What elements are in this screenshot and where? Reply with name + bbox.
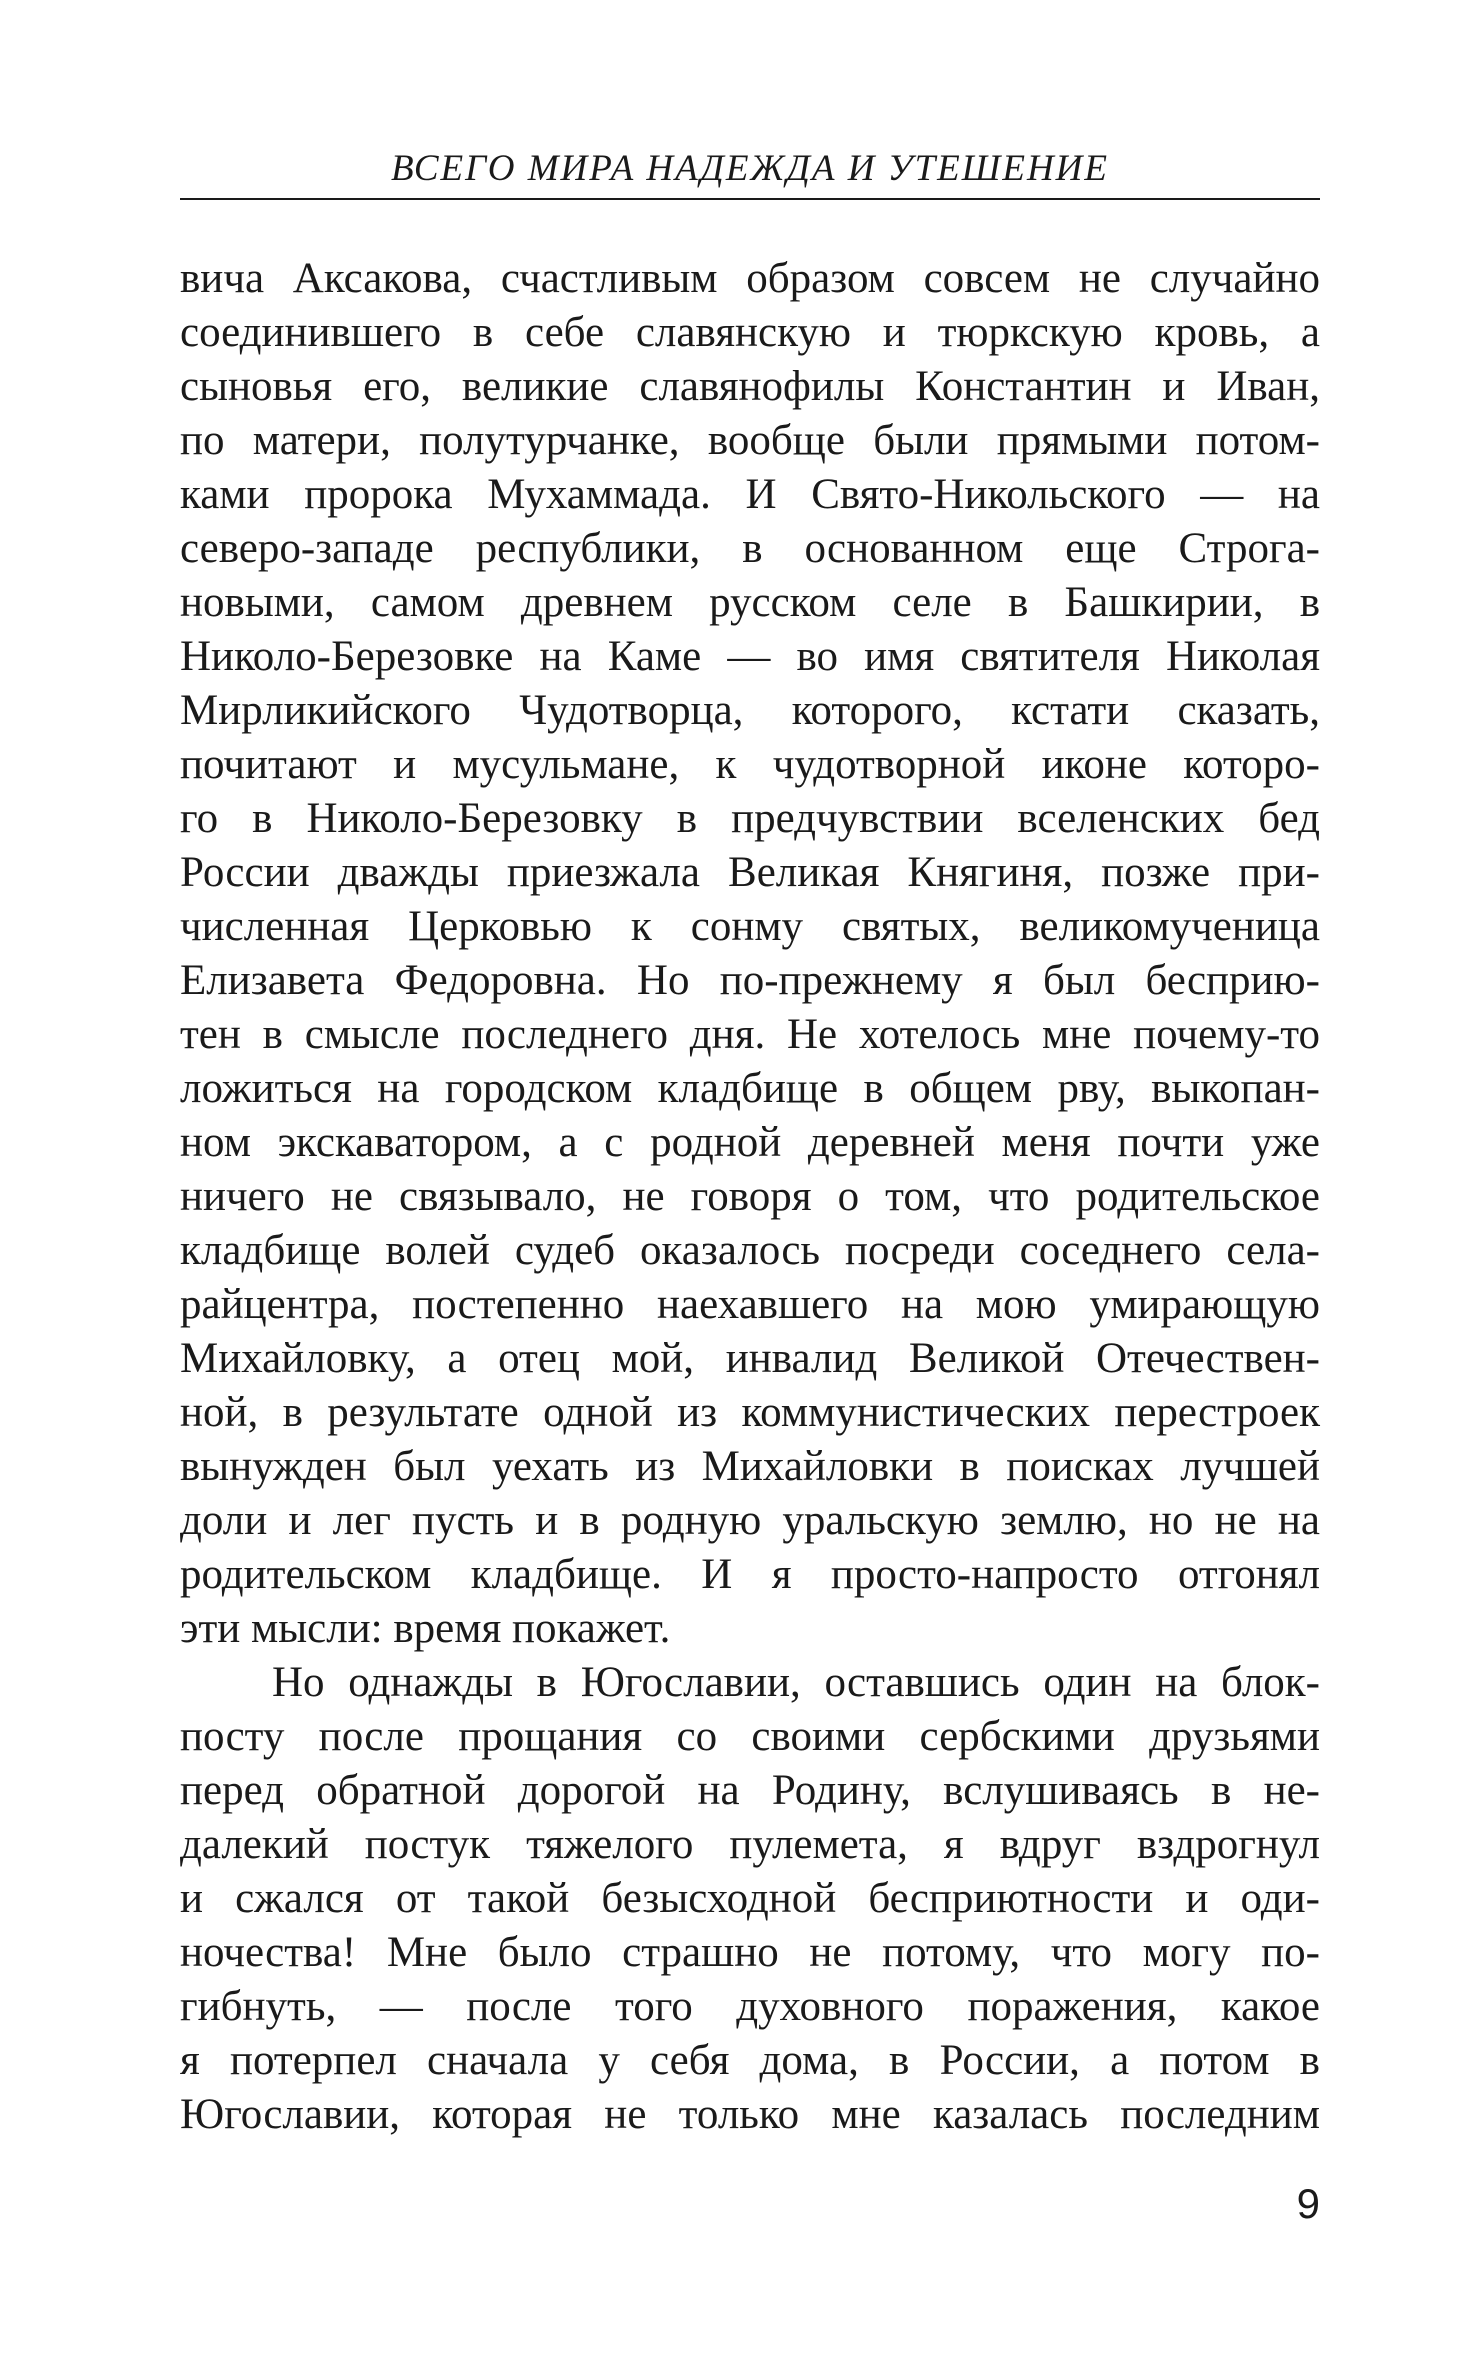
text-line: Но однажды в Югославии, оставшись один на блок- <box>272 1659 1320 1706</box>
text-line: ночества! Мне было страшно не потому, что могу по- <box>180 1929 1320 1976</box>
text-line: по матери, полутурчанке, вообще были прямыми потом- <box>180 417 1320 464</box>
page-number: 9 <box>1296 2180 1320 2227</box>
text-line: посту после прощания со своими сербскими друзьями <box>180 1713 1320 1760</box>
text-line: вынужден был уехать из Михайловки в поисках лучшей <box>180 1443 1320 1490</box>
text-line: Михайловку, а отец мой, инвалид Великой Отечествен- <box>180 1335 1320 1382</box>
text-line: ном экскаватором, а с родной деревней меня почти уже <box>180 1119 1320 1166</box>
text-line: родительском кладбище. И я просто-напросто отгонял <box>180 1551 1320 1598</box>
text-line: почитают и мусульмане, к чудотворной иконе которо- <box>180 741 1320 788</box>
text-line: Югославии, которая не только мне казалась последним <box>180 2091 1320 2138</box>
text-line: и сжался от такой безысходной бесприютности и оди- <box>180 1875 1320 1922</box>
text-line: новыми, самом древнем русском селе в Башкирии, в <box>180 579 1320 626</box>
text-line: эти мысли: время покажет. <box>180 1605 671 1652</box>
text-line: доли и лег пусть и в родную уральскую землю, но не на <box>180 1497 1320 1544</box>
text-line: далекий постук тяжелого пулемета, я вдруг вздрогнул <box>180 1821 1320 1868</box>
text-line: северо-западе республики, в основанном еще Строга- <box>180 525 1320 572</box>
text-line: перед обратной дорогой на Родину, вслушиваясь в не- <box>180 1767 1320 1814</box>
header-rule <box>180 198 1320 200</box>
text-line: гибнуть, — после того духовного поражения, какое <box>180 1983 1320 2030</box>
text-line: Елизавета Федоровна. Но по-прежнему я был бесприю- <box>180 957 1320 1004</box>
paragraph-2 <box>180 1656 1320 2142</box>
text-line: вича Аксакова, счастливым образом совсем не случайно <box>180 255 1320 302</box>
text-line: соединившего в себе славянскую и тюркскую кровь, а <box>180 309 1320 356</box>
text-line: кладбище волей судеб оказалось посреди соседнего села- <box>180 1227 1320 1274</box>
text-line: численная Церковью к сонму святых, великомученица <box>180 903 1320 950</box>
text-line: райцентра, постепенно наехавшего на мою умирающую <box>180 1281 1320 1328</box>
text-line: России дважды приезжала Великая Княгиня, позже при- <box>180 849 1320 896</box>
text-line: ной, в результате одной из коммунистических перестроек <box>180 1389 1320 1436</box>
text-line: Мирликийского Чудотворца, которого, кстати сказать, <box>180 687 1320 734</box>
text-line: сыновья его, великие славянофилы Константин и Иван, <box>180 363 1320 410</box>
text-line: ложиться на городском кладбище в общем рву, выкопан- <box>180 1065 1320 1112</box>
text-line: ками пророка Мухаммада. И Свято-Никольского — на <box>180 471 1320 518</box>
running-head: ВСЕГО МИРА НАДЕЖДА И УТЕШЕНИЕ <box>391 148 1109 189</box>
text-line: Николо-Березовке на Каме — во имя святителя Николая <box>180 633 1320 680</box>
text-line: го в Николо-Березовку в предчувствии вселенских бед <box>180 795 1320 842</box>
text-line: я потерпел сначала у себя дома, в России, а потом в <box>180 2037 1320 2084</box>
paragraph-1 <box>180 252 1320 1656</box>
text-line: тен в смысле последнего дня. Не хотелось мне почему-то <box>180 1011 1320 1058</box>
body-text <box>180 252 1320 2142</box>
text-line: ничего не связывало, не говоря о том, что родительское <box>180 1173 1320 1220</box>
